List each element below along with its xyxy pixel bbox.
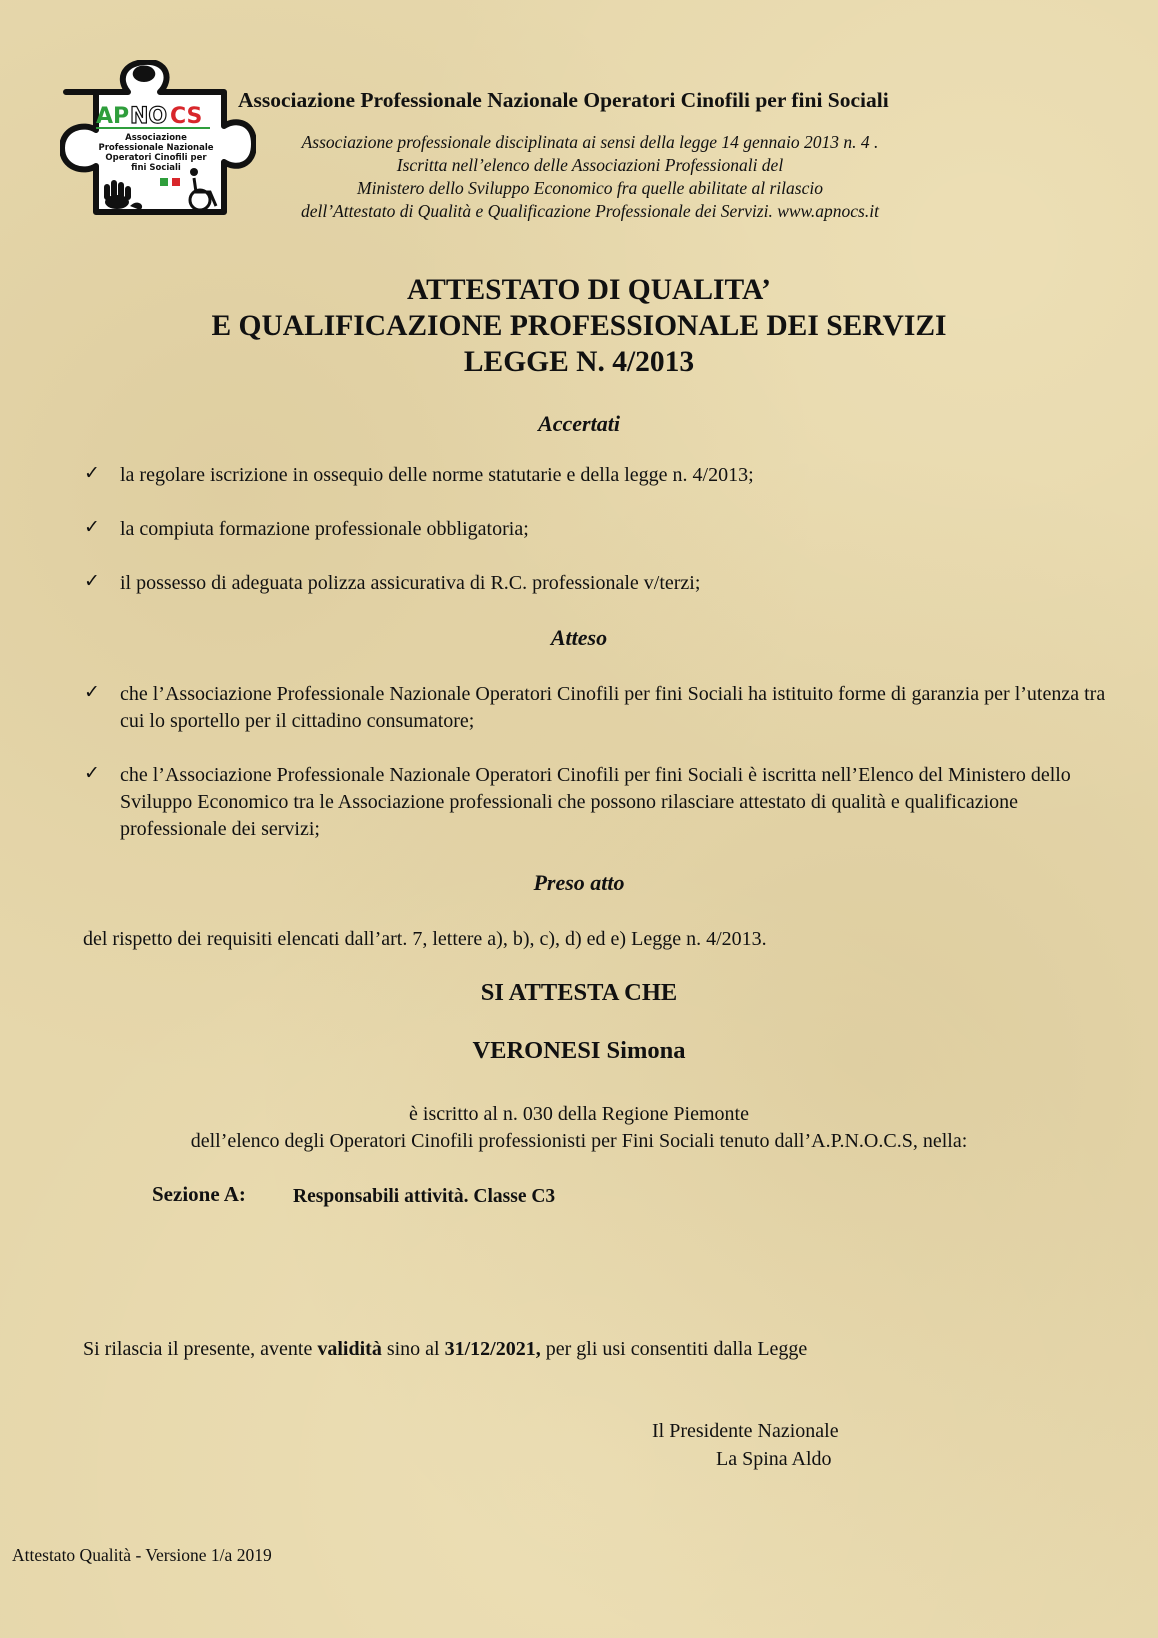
document-version: Attestato Qualità - Versione 1/a 2019 xyxy=(12,1545,272,1565)
signature-role: Il Presidente Nazionale xyxy=(652,1420,839,1442)
section-value: Responsabili attività. Classe C3 xyxy=(293,1186,556,1207)
svg-text:NO: NO xyxy=(130,104,168,129)
description-line: Ministero dello Sviluppo Economico fra quelle abilitate al rilascio xyxy=(357,178,823,198)
list-item: ✓ la compiuta formazione professionale obbligatoria; xyxy=(84,516,529,540)
validity-label: validità xyxy=(317,1338,382,1360)
validity-statement: Si rilascia il presente, avente validità sino al 31/12/2021, per gli usi consentiti dalla Legge xyxy=(83,1338,808,1360)
document-title xyxy=(0,272,1158,380)
svg-text:fini Sociali: fini Sociali xyxy=(131,163,181,173)
title-line: LEGGE N. 4/2013 xyxy=(463,346,695,378)
list-item: ✓ che l’Associazione Professionale Nazionale Operatori Cinofili per fini Sociali ha istituito forme di garanzia per l’utenza tra cui lo sportello per il cittadino consumatore; xyxy=(84,681,1106,732)
registry-line: dell’elenco degli Operatori Cinofili professionisti per Fini Sociali tenuto dall’A.P.N.O.C.S, nella: xyxy=(190,1130,968,1152)
list-item: ✓ la regolare iscrizione in ossequio delle norme statutarie e della legge n. 4/2013; xyxy=(84,462,754,486)
list-item: ✓ che l’Associazione Professionale Nazionale Operatori Cinofili per fini Sociali è iscritta nell’Elenco del Ministero dello Sviluppo Economico tra le Associazione professionali che possono rilasciare attestato di qualità e qualificazione professionale dei servizi; xyxy=(84,762,1071,840)
description-line: dell’Attestato di Qualità e Qualificazione Professionale dei Servizi. www.apnocs.it xyxy=(301,201,879,221)
checkmark-icon: ✓ xyxy=(84,570,100,592)
description-line: Iscritta nell’elenco delle Associazioni Professionali del xyxy=(396,155,784,175)
svg-text:CS: CS xyxy=(170,104,203,129)
section-label: Sezione A: xyxy=(152,1182,246,1206)
validity-date: 31/12/2021, xyxy=(444,1338,541,1360)
list-item: ✓ il possesso di adeguata polizza assicurativa di R.C. professionale v/terzi; xyxy=(84,570,701,594)
registration-line: è iscritto al n. 030 della Regione Piemonte xyxy=(409,1103,749,1125)
heading-atteso: Atteso xyxy=(550,625,608,650)
logo-text: AP xyxy=(96,104,130,129)
svg-text:Operatori Cinofili per: Operatori Cinofili per xyxy=(105,153,207,163)
svg-text:Professionale Nazionale: Professionale Nazionale xyxy=(98,143,214,153)
attestation-heading: SI ATTESTA CHE xyxy=(480,979,678,1006)
checkmark-icon: ✓ xyxy=(84,681,100,703)
holder-name: VERONESI Simona xyxy=(472,1037,686,1064)
signature-name: La Spina Aldo xyxy=(716,1448,832,1470)
heading-preso-atto: Preso atto xyxy=(533,870,625,895)
svg-text:Associazione: Associazione xyxy=(125,133,187,143)
checkmark-icon: ✓ xyxy=(84,762,100,784)
organization-description xyxy=(200,131,980,223)
preso-atto-text: del rispetto dei requisiti elencati dall’art. 7, lettere a), b), c), d) ed e) Legge n. 4/2013. xyxy=(83,928,767,950)
description-line: Associazione professionale disciplinata ai sensi della legge 14 gennaio 2013 n. 4 . xyxy=(301,132,879,152)
checkmark-icon: ✓ xyxy=(84,462,100,484)
title-line: E QUALIFICAZIONE PROFESSIONALE DEI SERVIZI xyxy=(211,310,947,342)
title-line: ATTESTATO DI QUALITA’ xyxy=(407,274,771,306)
checkmark-icon: ✓ xyxy=(84,516,100,538)
heading-accertati: Accertati xyxy=(538,411,620,436)
organization-name: Associazione Professionale Nazionale Operatori Cinofili per fini Sociali xyxy=(238,88,889,112)
